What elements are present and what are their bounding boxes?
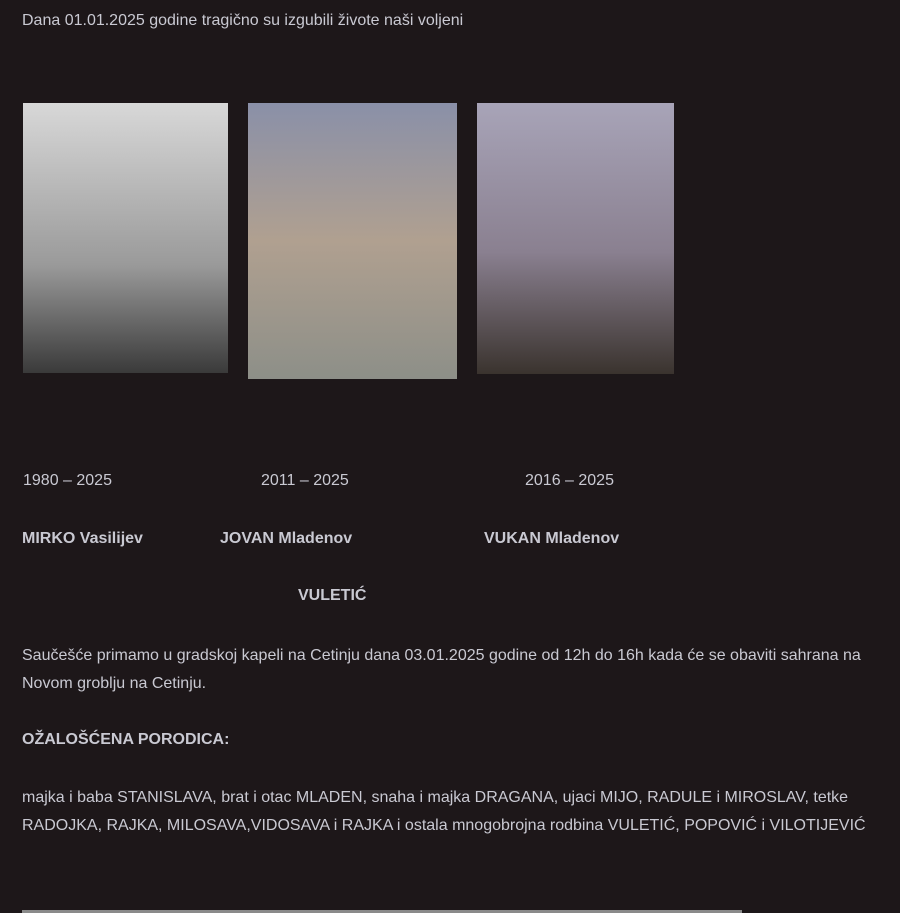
portrait-photo-jovan [248, 103, 457, 379]
portrait-photo-mirko [23, 103, 228, 373]
years-mirko: 1980 – 2025 [23, 472, 112, 489]
portrait-photo-vukan [477, 103, 674, 374]
years-jovan: 2011 – 2025 [261, 472, 349, 489]
name-vukan: VUKAN Mladenov [484, 530, 620, 547]
years-vukan: 2016 – 2025 [525, 472, 614, 489]
family-surname: VULETIĆ [298, 587, 367, 604]
intro-text: Dana 01.01.2025 godine tragično su izgubili živote naši voljeni [22, 12, 464, 29]
family-heading: OŽALOŠĆENA PORODICA: [22, 731, 230, 748]
funeral-info: Saučešće primamo u gradskoj kapeli na Cetinju dana 03.01.2025 godine od 12h do 16h kada će se obaviti sahrana na Novom groblju na Cetinju. [22, 647, 861, 692]
family-list: majka i baba STANISLAVA, brat i otac MLADEN, snaha i majka DRAGANA, ujaci MIJO, RADULE i MIROSLAV, tetke RADOJKA, RAJKA, MILOSAVA,VIDOSAVA i RAJKA i ostala mnogobrojna rodbina VULETIĆ, POPOVIĆ i VILOTIJEVIĆ [22, 789, 866, 834]
name-jovan: JOVAN Mladenov [220, 530, 353, 547]
name-mirko: MIRKO Vasilijev [22, 530, 143, 547]
